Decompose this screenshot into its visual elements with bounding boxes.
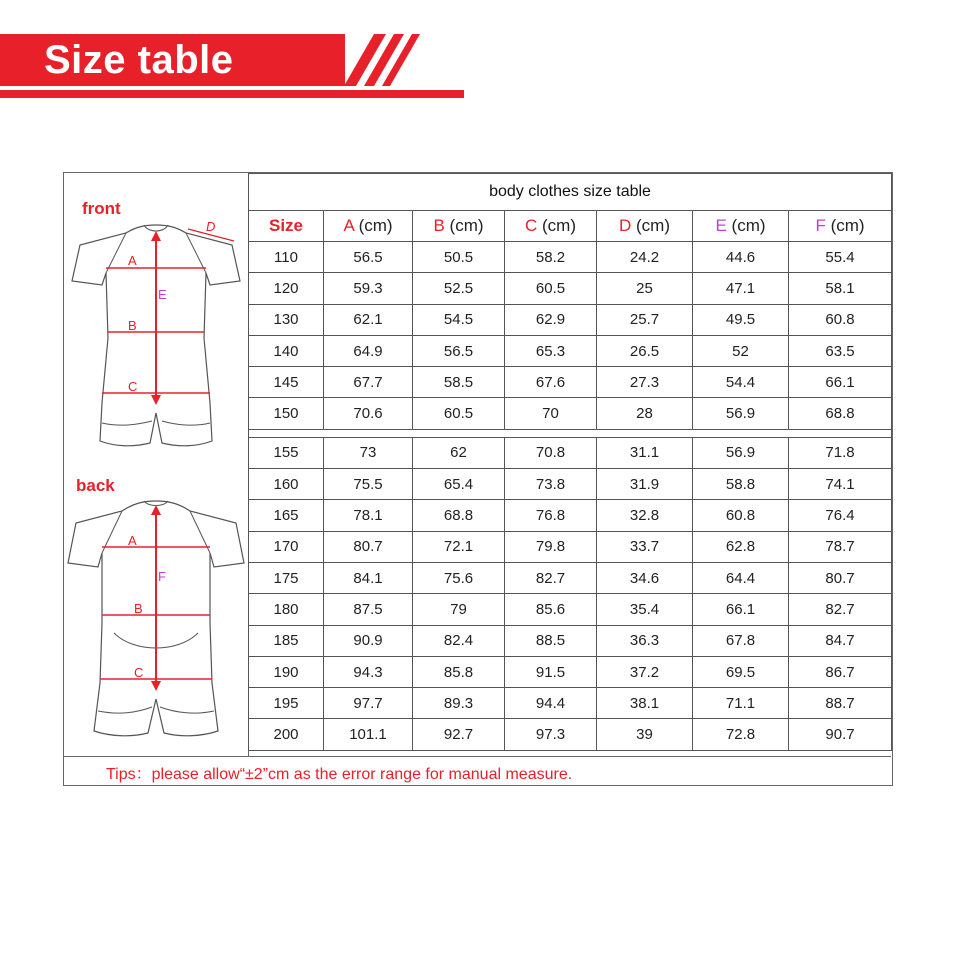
measure-cell: 56.5	[413, 335, 505, 366]
measure-cell: 54.4	[693, 367, 789, 398]
measure-cell: 34.6	[597, 562, 693, 593]
size-cell: 200	[249, 719, 324, 750]
measure-cell: 52.5	[413, 273, 505, 304]
measure-cell: 82.4	[413, 625, 505, 656]
front-label: front	[82, 199, 121, 218]
table-row	[249, 500, 892, 531]
measure-cell: 88.7	[789, 688, 892, 719]
measure-cell: 80.7	[324, 531, 413, 562]
table-row	[249, 562, 892, 593]
size-cell: 140	[249, 335, 324, 366]
size-cell: 130	[249, 304, 324, 335]
measure-cell: 73	[324, 437, 413, 468]
measure-cell: 47.1	[693, 273, 789, 304]
back-suit-diagram	[64, 493, 248, 755]
size-table-banner	[0, 34, 420, 86]
measure-cell: 24.2	[597, 242, 693, 273]
measure-cell: 33.7	[597, 531, 693, 562]
measure-cell: 37.2	[597, 656, 693, 687]
measure-cell: 101.1	[324, 719, 413, 750]
front-mark-e: E	[158, 287, 167, 302]
measure-cell: 65.4	[413, 469, 505, 500]
measure-cell: 70.6	[324, 398, 413, 429]
size-cell: 190	[249, 656, 324, 687]
measure-cell: 50.5	[413, 242, 505, 273]
measure-cell: 84.1	[324, 562, 413, 593]
measure-cell: 44.6	[693, 242, 789, 273]
size-cell: 195	[249, 688, 324, 719]
front-suit-diagram	[64, 213, 248, 463]
table-row	[249, 688, 892, 719]
measure-cell: 85.8	[413, 656, 505, 687]
measure-cell: 87.5	[324, 594, 413, 625]
measure-cell: 56.5	[324, 242, 413, 273]
header-a: A (cm)	[324, 211, 413, 242]
measure-cell: 67.8	[693, 625, 789, 656]
measure-cell: 60.8	[789, 304, 892, 335]
header-e: E (cm)	[693, 211, 789, 242]
measure-cell: 90.9	[324, 625, 413, 656]
measure-cell: 82.7	[789, 594, 892, 625]
measure-cell: 97.3	[505, 719, 597, 750]
table-separator	[249, 429, 892, 437]
measure-cell: 78.7	[789, 531, 892, 562]
measure-cell: 79.8	[505, 531, 597, 562]
size-chart-frame	[63, 172, 893, 786]
measure-cell: 31.1	[597, 437, 693, 468]
garment-diagram-panel	[64, 173, 249, 756]
size-table	[248, 173, 892, 751]
measure-cell: 62.9	[505, 304, 597, 335]
front-mark-c: C	[128, 379, 138, 394]
measure-cell: 27.3	[597, 367, 693, 398]
measure-cell: 66.1	[693, 594, 789, 625]
size-cell: 145	[249, 367, 324, 398]
measure-cell: 26.5	[597, 335, 693, 366]
header-c: C (cm)	[505, 211, 597, 242]
tips-row	[64, 756, 891, 786]
measure-cell: 59.3	[324, 273, 413, 304]
measure-cell: 32.8	[597, 500, 693, 531]
measure-cell: 62	[413, 437, 505, 468]
header-f: F (cm)	[789, 211, 892, 242]
tips-text: Tips：please allow“±2”cm as the error range for manual measure.	[106, 766, 573, 783]
table-row	[249, 656, 892, 687]
measure-cell: 49.5	[693, 304, 789, 335]
measure-cell: 66.1	[789, 367, 892, 398]
measure-cell: 80.7	[789, 562, 892, 593]
measure-cell: 94.4	[505, 688, 597, 719]
measure-cell: 56.9	[693, 398, 789, 429]
back-label: back	[76, 476, 115, 495]
measure-cell: 97.7	[324, 688, 413, 719]
measure-cell: 73.8	[505, 469, 597, 500]
table-row	[249, 531, 892, 562]
front-mark-b: B	[128, 318, 137, 333]
table-row	[249, 367, 892, 398]
size-cell: 180	[249, 594, 324, 625]
size-cell: 165	[249, 500, 324, 531]
header-d: D (cm)	[597, 211, 693, 242]
measure-cell: 72.1	[413, 531, 505, 562]
table-row	[249, 398, 892, 429]
table-row	[249, 304, 892, 335]
measure-cell: 31.9	[597, 469, 693, 500]
size-cell: 160	[249, 469, 324, 500]
measure-cell: 75.6	[413, 562, 505, 593]
measure-cell: 72.8	[693, 719, 789, 750]
size-cell: 175	[249, 562, 324, 593]
measure-cell: 94.3	[324, 656, 413, 687]
size-cell: 170	[249, 531, 324, 562]
measure-cell: 58.8	[693, 469, 789, 500]
measure-cell: 60.5	[505, 273, 597, 304]
measure-cell: 70.8	[505, 437, 597, 468]
measure-cell: 71.1	[693, 688, 789, 719]
measure-cell: 56.9	[693, 437, 789, 468]
measure-cell: 69.5	[693, 656, 789, 687]
page-title: Size table	[44, 38, 234, 82]
measure-cell: 60.8	[693, 500, 789, 531]
back-mark-a: A	[128, 533, 137, 548]
measure-cell: 38.1	[597, 688, 693, 719]
measure-cell: 82.7	[505, 562, 597, 593]
banner-stripes	[330, 34, 430, 86]
size-cell: 185	[249, 625, 324, 656]
size-table-wrapper	[248, 173, 891, 751]
measure-cell: 52	[693, 335, 789, 366]
measure-cell: 74.1	[789, 469, 892, 500]
measure-cell: 70	[505, 398, 597, 429]
measure-cell: 64.9	[324, 335, 413, 366]
measure-cell: 75.5	[324, 469, 413, 500]
size-cell: 150	[249, 398, 324, 429]
measure-cell: 76.4	[789, 500, 892, 531]
measure-cell: 68.8	[413, 500, 505, 531]
table-row	[249, 273, 892, 304]
table-title: body clothes size table	[249, 174, 892, 211]
back-mark-b: B	[134, 601, 143, 616]
header-size: Size	[249, 211, 324, 242]
measure-cell: 35.4	[597, 594, 693, 625]
table-row	[249, 437, 892, 468]
measure-cell: 64.4	[693, 562, 789, 593]
header-b: B (cm)	[413, 211, 505, 242]
front-mark-d: D	[206, 219, 216, 234]
back-mark-f: F	[158, 569, 166, 584]
front-mark-a: A	[128, 253, 137, 268]
table-body-bottom	[249, 437, 892, 750]
measure-cell: 86.7	[789, 656, 892, 687]
table-header-row	[249, 211, 892, 242]
table-body-top	[249, 242, 892, 430]
measure-cell: 90.7	[789, 719, 892, 750]
measure-cell: 60.5	[413, 398, 505, 429]
measure-cell: 85.6	[505, 594, 597, 625]
measure-cell: 39	[597, 719, 693, 750]
measure-cell: 62.8	[693, 531, 789, 562]
measure-cell: 84.7	[789, 625, 892, 656]
measure-cell: 68.8	[789, 398, 892, 429]
measure-cell: 25.7	[597, 304, 693, 335]
table-row	[249, 335, 892, 366]
banner-underline	[0, 90, 464, 98]
measure-cell: 28	[597, 398, 693, 429]
table-row	[249, 594, 892, 625]
table-row	[249, 469, 892, 500]
measure-cell: 58.5	[413, 367, 505, 398]
measure-cell: 67.6	[505, 367, 597, 398]
measure-cell: 67.7	[324, 367, 413, 398]
measure-cell: 71.8	[789, 437, 892, 468]
measure-cell: 89.3	[413, 688, 505, 719]
measure-cell: 79	[413, 594, 505, 625]
measure-cell: 63.5	[789, 335, 892, 366]
measure-cell: 65.3	[505, 335, 597, 366]
measure-cell: 62.1	[324, 304, 413, 335]
measure-cell: 92.7	[413, 719, 505, 750]
back-mark-c: C	[134, 665, 144, 680]
size-cell: 120	[249, 273, 324, 304]
measure-cell: 76.8	[505, 500, 597, 531]
size-cell: 155	[249, 437, 324, 468]
size-cell: 110	[249, 242, 324, 273]
measure-cell: 91.5	[505, 656, 597, 687]
measure-cell: 78.1	[324, 500, 413, 531]
measure-cell: 58.2	[505, 242, 597, 273]
table-row	[249, 719, 892, 750]
measure-cell: 58.1	[789, 273, 892, 304]
table-row	[249, 242, 892, 273]
measure-cell: 36.3	[597, 625, 693, 656]
table-row	[249, 625, 892, 656]
measure-cell: 54.5	[413, 304, 505, 335]
measure-cell: 25	[597, 273, 693, 304]
measure-cell: 88.5	[505, 625, 597, 656]
measure-cell: 55.4	[789, 242, 892, 273]
